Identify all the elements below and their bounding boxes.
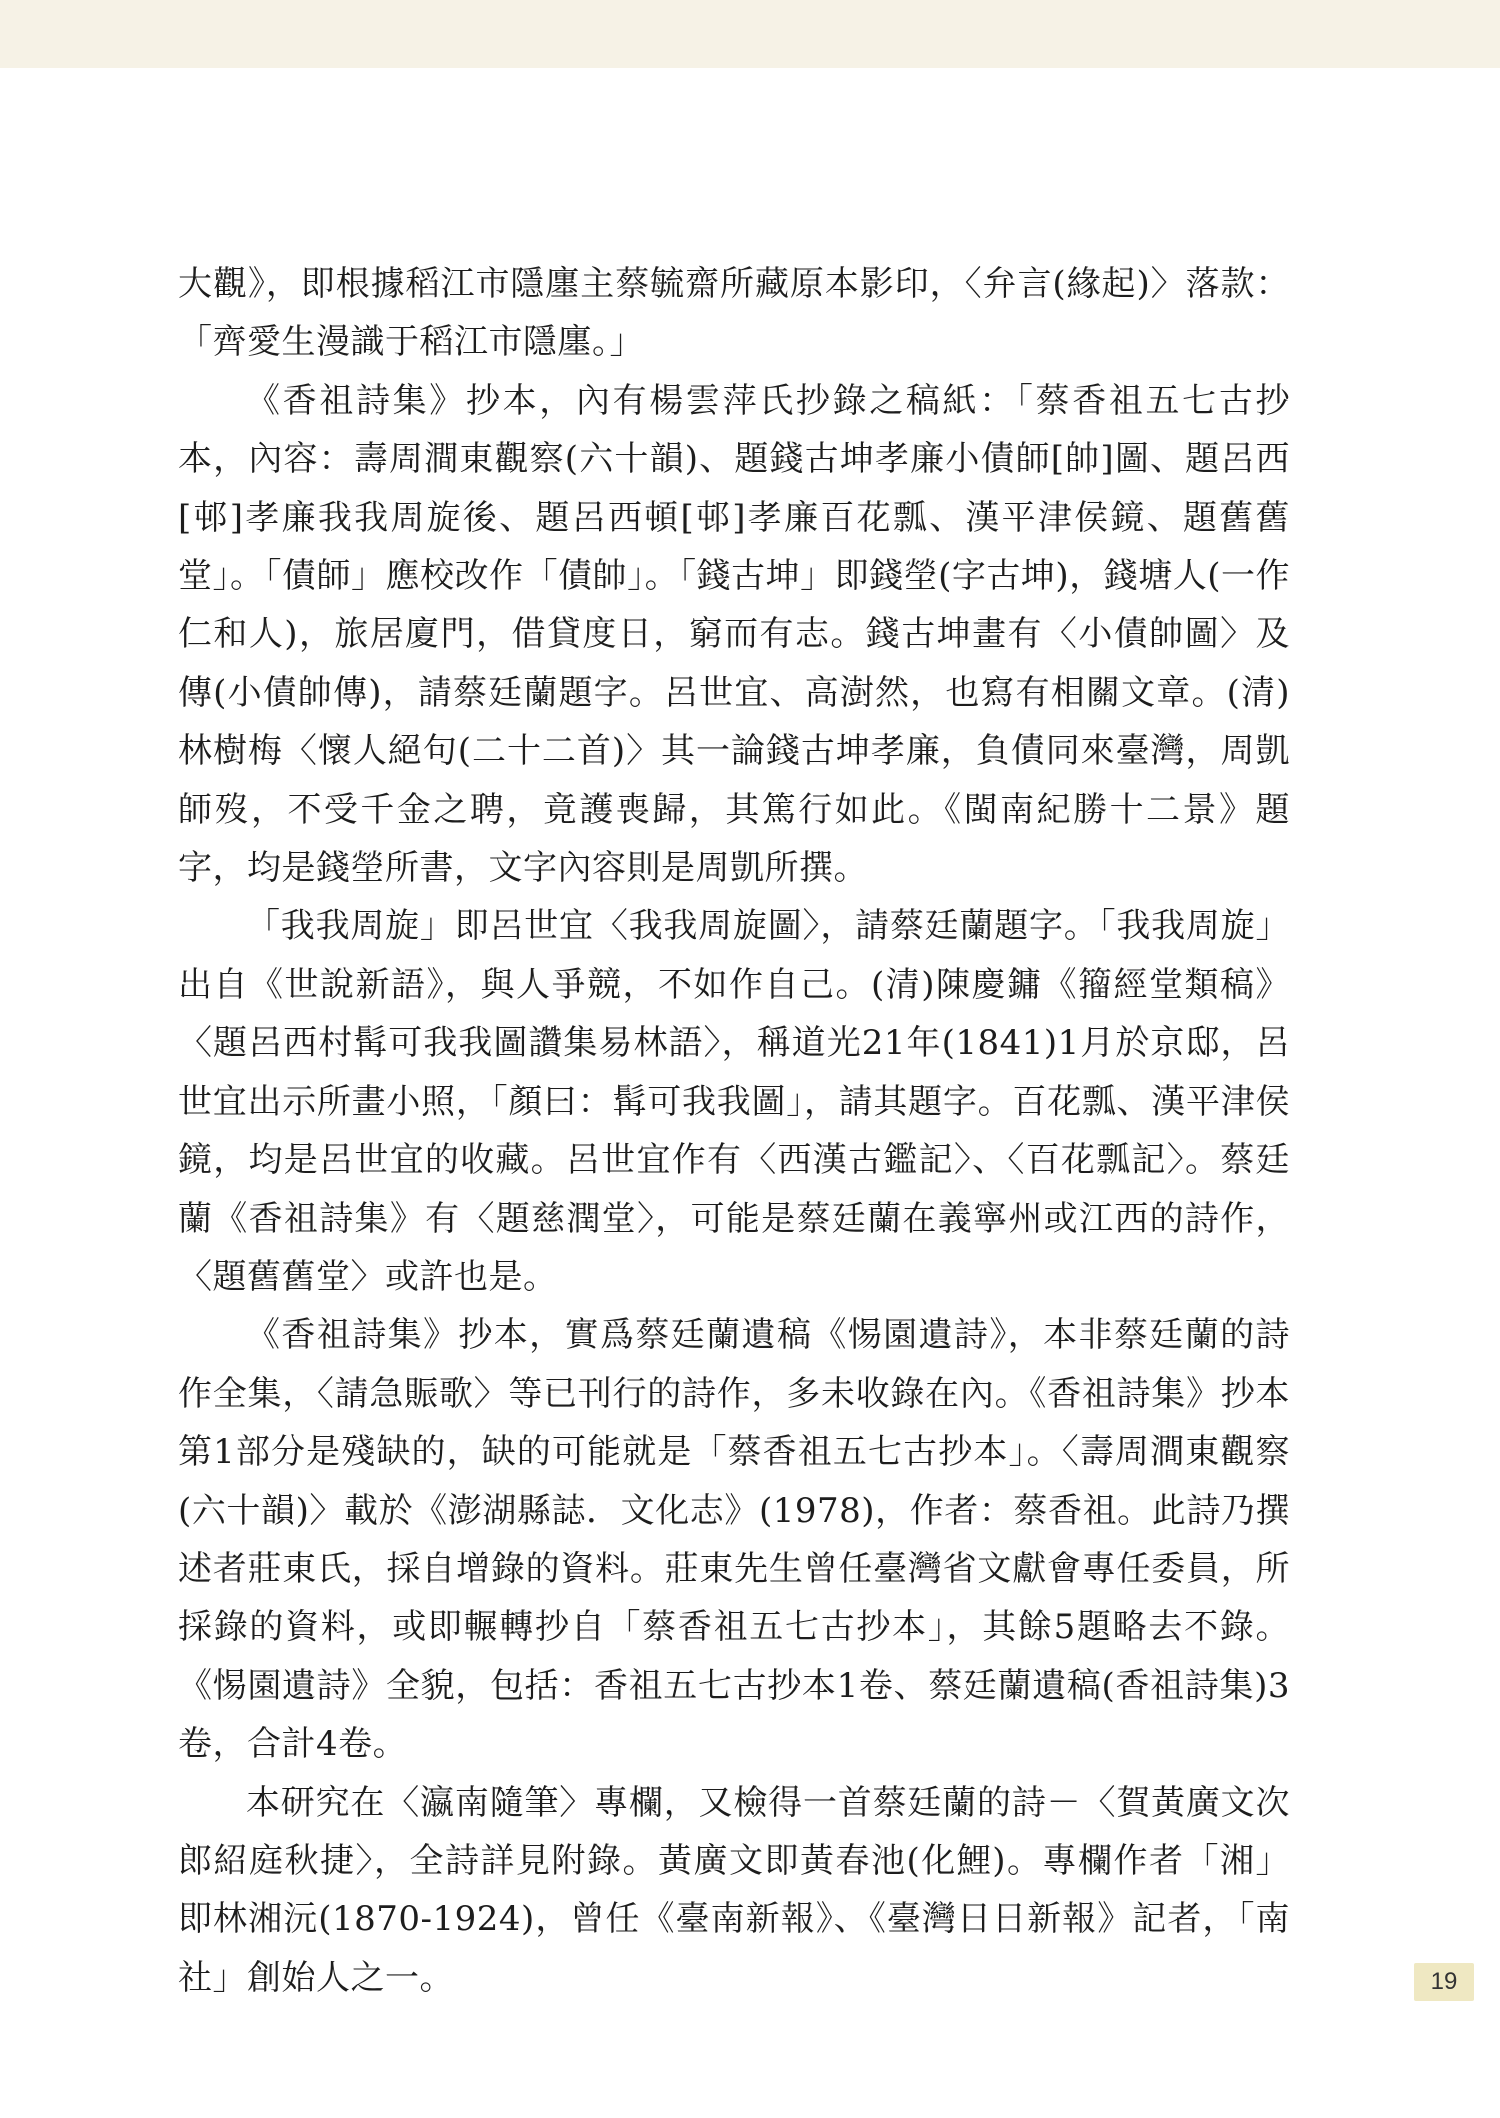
body-text: [178, 255, 1290, 2007]
page-number: 19: [1414, 1963, 1474, 2001]
paragraph-1: 大觀》，即根據稻江市隱廛主蔡毓齋所藏原本影印，〈弁言(緣起)〉落款：「齊愛生漫識于稻江市隱廛。」: [178, 264, 1290, 363]
paragraph-2: 《香祖詩集》抄本，內有楊雲萍氏抄錄之稿紙：「蔡香祖五七古抄本，內容：壽周澗東觀察(六十韻)、題錢古坤孝廉小債師[帥]圖、題呂西[邨]孝廉我我周旋後、題呂西頓[邨]孝廉百花瓢、漢平津侯鏡、題舊舊堂」。「債師」應校改作「債帥」。「錢古坤」即錢塋(字古坤)，錢塘人(一作仁和人)，旅居廈門，借貸度日，窮而有志。錢古坤畫有〈小債帥圖〉及傳(小債帥傳)，請蔡廷蘭題字。呂世宜、高澍然，也寫有相關文章。(清)林樹梅〈懷人絕句(二十二首)〉其一論錢古坤孝廉，負債同來臺灣，周凱師歿，不受千金之聘，竟護喪歸，其篤行如此。《閩南紀勝十二景》題字，均是錢塋所書，文字內容則是周凱所撰。: [178, 380, 1290, 889]
paragraph-4: 《香祖詩集》抄本，實爲蔡廷蘭遺稿《惕園遺詩》，本非蔡廷蘭的詩作全集，〈請急賑歌〉等已刊行的詩作，多未收錄在內。《香祖詩集》抄本第1部分是殘缺的，缺的可能就是「蔡香祖五七古抄本」。〈壽周澗東觀察(六十韻)〉載於《澎湖縣誌．文化志》(1978)，作者：蔡香祖。此詩乃撰述者莊東氏，採自增錄的資料。莊東先生曾任臺灣省文獻會專任委員，所採錄的資料，或即輾轉抄自「蔡香祖五七古抄本」，其餘5題略去不錄。《惕園遺詩》全貌，包括：香祖五七古抄本1卷、蔡廷蘭遺稿(香祖詩集)3卷，合計4卷。: [178, 1315, 1290, 1765]
paragraph-3: 「我我周旋」即呂世宜〈我我周旋圖〉，請蔡廷蘭題字。「我我周旋」出自《世說新語》，與人爭競，不如作自己。(清)陳慶鏞《籀經堂類稿》〈題呂西村髯可我我圖讚集易林語〉，稱道光21年(1841)1月於京邸，呂世宜出示所畫小照，「顏曰：髯可我我圖」，請其題字。百花瓢、漢平津侯鏡，均是呂世宜的收藏。呂世宜作有〈西漢古鑑記〉、〈百花瓢記〉。蔡廷蘭《香祖詩集》有〈題慈潤堂〉，可能是蔡廷蘭在義寧州或江西的詩作，〈題舊舊堂〉或許也是。: [178, 906, 1290, 1297]
top-band: [0, 0, 1500, 68]
paragraph-5: 本研究在〈瀛南隨筆〉專欄，又檢得一首蔡廷蘭的詩－〈賀黃廣文次郎紹庭秋捷〉，全詩詳見附錄。黃廣文即黃春池(化鯉)。專欄作者「湘」即林湘沅(1870-1924)，曾任《臺南新報》、《臺灣日日新報》記者，「南社」創始人之一。: [178, 1782, 1290, 1998]
